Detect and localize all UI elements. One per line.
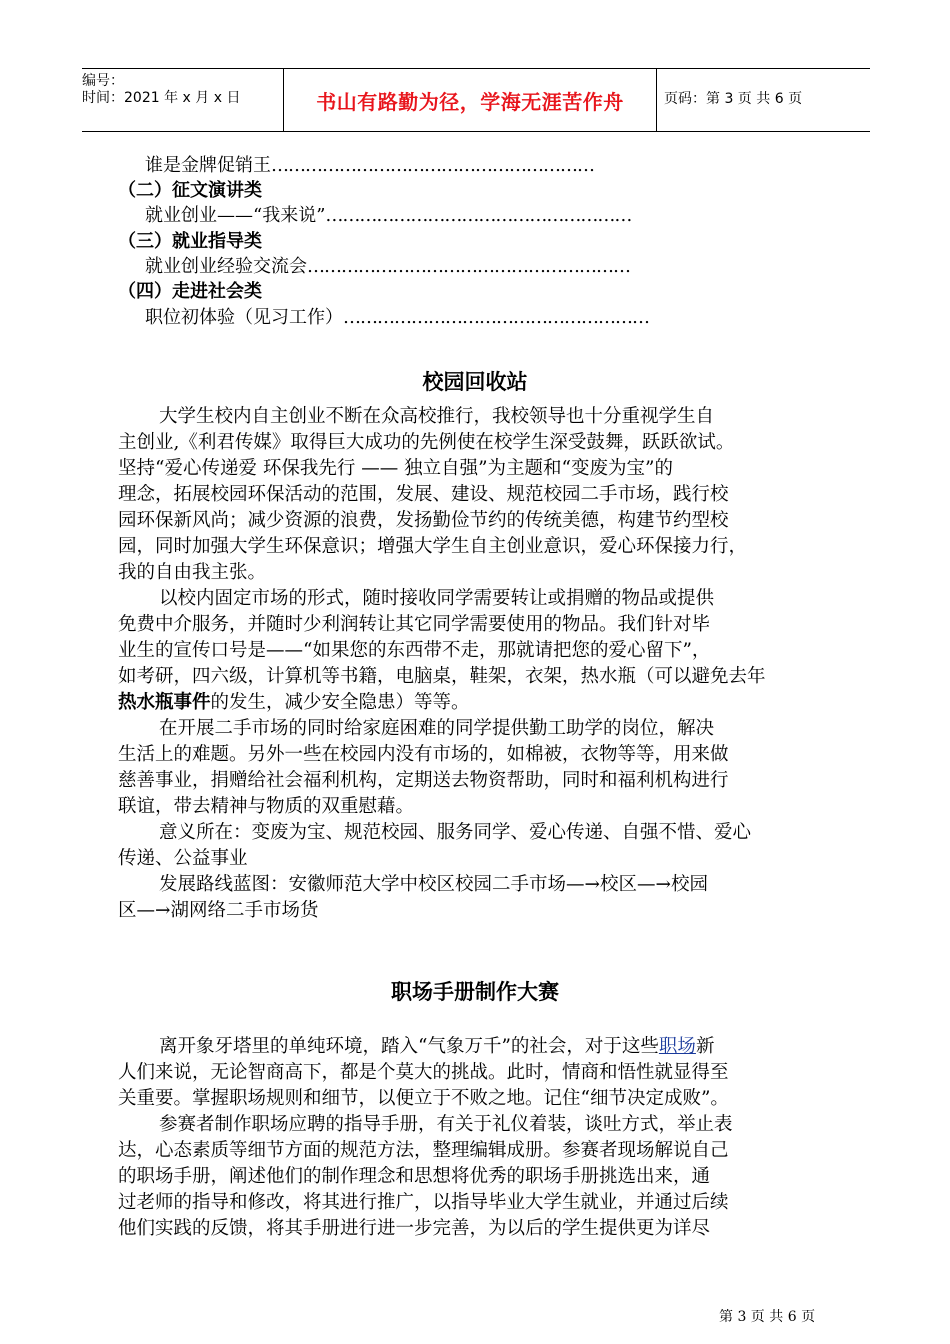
header-meta <box>82 69 282 131</box>
page-header <box>82 68 870 132</box>
header-page: 页码：第 3 页 共 6 页 <box>664 91 803 107</box>
page-footer: 第 3 页 共 6 页 <box>719 1309 816 1325</box>
body-line: 免费中介服务，并随时少利润转让其它同学需要使用的物品。我们针对毕 <box>118 614 711 635</box>
body-line: 意义所在：变废为宝、规范校园、服务同学、爱心传递、自强不惜、爱心 <box>159 822 752 843</box>
toc-dots-3: ………………………………………………… <box>307 256 630 277</box>
body-line: 发展路线蓝图：安徽师范大学中校区校园二手市场—→校区—→校园 <box>159 874 709 895</box>
bold-phrase: 热水瓶事件 <box>118 692 211 713</box>
toc-line-4 <box>145 306 649 330</box>
toc-item-1: 谁是金牌促销王 <box>145 155 271 176</box>
body-line: 联谊，带去精神与物质的双重慰藉。 <box>118 796 415 817</box>
toc-category-4: （四）走进社会类 <box>118 281 262 302</box>
body-line-rest: 的发生，减少安全隐患）等等。 <box>210 692 470 713</box>
workplace-link[interactable]: 职场 <box>658 1036 696 1057</box>
body-line: 关重要。掌握职场规则和细节，以便立于不败之地。记住“细节决定成败”。 <box>118 1088 729 1109</box>
toc-category-3: （三）就业指导类 <box>118 231 262 252</box>
body-line: 我的自由我主张。 <box>118 562 267 583</box>
section-title-recycling: 校园回收站 <box>422 370 528 394</box>
body-line: 他们实践的反馈，将其手册进行进一步完善，为以后的学生提供更为详尽 <box>118 1218 711 1239</box>
body-line: 的职场手册，阐述他们的制作理念和思想将优秀的职场手册挑选出来，通 <box>118 1166 711 1187</box>
body-line: 理念，拓展校园环保活动的范围，发展、建设、规范校园二手市场，践行校 <box>118 484 729 505</box>
header-motto: 书山有路勤为径，学海无涯苦作舟 <box>316 89 624 114</box>
body-line: 区—→湖网络二手市场货 <box>118 900 319 921</box>
body-line: 坚持“爱心传递爱 环保我先行 —— 独立自强”为主题和“变废为宝”的 <box>118 458 673 479</box>
body-text: 新 <box>695 1036 715 1057</box>
toc-dots-4: ……………………………………………… <box>343 307 649 328</box>
toc-line-2 <box>145 204 631 228</box>
section-title-workplace-handbook: 职场手册制作大赛 <box>391 980 559 1004</box>
toc-item-3: 就业创业经验交流会 <box>145 256 307 277</box>
body-line: 如考研，四六级，计算机等书籍，电脑桌，鞋架，衣架，热水瓶（可以避免去年 <box>118 666 766 687</box>
body-line: 参赛者制作职场应聘的指导手册，有关于礼仪着装，谈吐方式，举止表 <box>159 1114 733 1135</box>
body-line: 园，同时加强大学生环保意识；增强大学生自主创业意识，爱心环保接力行， <box>118 536 748 557</box>
body-line: 生活上的难题。另外一些在校园内没有市场的，如棉被，衣物等等，用来做 <box>118 744 729 765</box>
body-line: 达，心态素质等细节方面的规范方法，整理编辑成册。参赛者现场解说自己 <box>118 1140 729 1161</box>
header-number: 编号： <box>82 73 124 89</box>
body-line <box>159 1034 714 1060</box>
toc-dots-1: ………………………………………………… <box>271 155 594 176</box>
toc-line-1 <box>145 154 594 178</box>
body-line: 人们来说，无论智商高下，都是个莫大的挑战。此时，情商和悟性就显得至 <box>118 1062 729 1083</box>
body-line: 主创业,《利君传媒》取得巨大成功的先例使在校学生深受鼓舞，跃跃欲试。 <box>118 432 735 453</box>
header-motto-cell <box>283 69 657 131</box>
toc-item-2: 就业创业——“我来说” <box>145 205 326 226</box>
body-line: 慈善事业，捐赠给社会福利机构，定期送去物资帮助，同时和福利机构进行 <box>118 770 729 791</box>
toc-category-2: （二）征文演讲类 <box>118 180 262 201</box>
header-time: 时间：2021 年 x 月 x 日 <box>82 90 241 106</box>
toc-item-4: 职位初体验（见习工作） <box>145 307 343 328</box>
toc-line-3 <box>145 255 630 279</box>
body-line: 业生的宣传口号是——“如果您的东西带不走，那就请把您的爱心留下”， <box>118 640 711 661</box>
body-line: 传递、公益事业 <box>118 848 248 869</box>
body-line <box>118 690 470 716</box>
body-line: 以校内固定市场的形式，随时接收同学需要转让或捐赠的物品或提供 <box>159 588 715 609</box>
body-line: 过老师的指导和修改，将其进行推广，以指导毕业大学生就业，并通过后续 <box>118 1192 729 1213</box>
body-line: 大学生校内自主创业不断在众高校推行，我校领导也十分重视学生自 <box>159 406 715 427</box>
body-line: 在开展二手市场的同时给家庭困难的同学提供勤工助学的岗位，解决 <box>159 718 715 739</box>
toc-dots-2: ……………………………………………… <box>325 205 632 226</box>
body-text: 离开象牙塔里的单纯环境，踏入“气象万千”的社会，对于这些 <box>159 1036 659 1057</box>
body-line: 园环保新风尚；减少资源的浪费，发扬勤俭节约的传统美德，构建节约型校 <box>118 510 729 531</box>
